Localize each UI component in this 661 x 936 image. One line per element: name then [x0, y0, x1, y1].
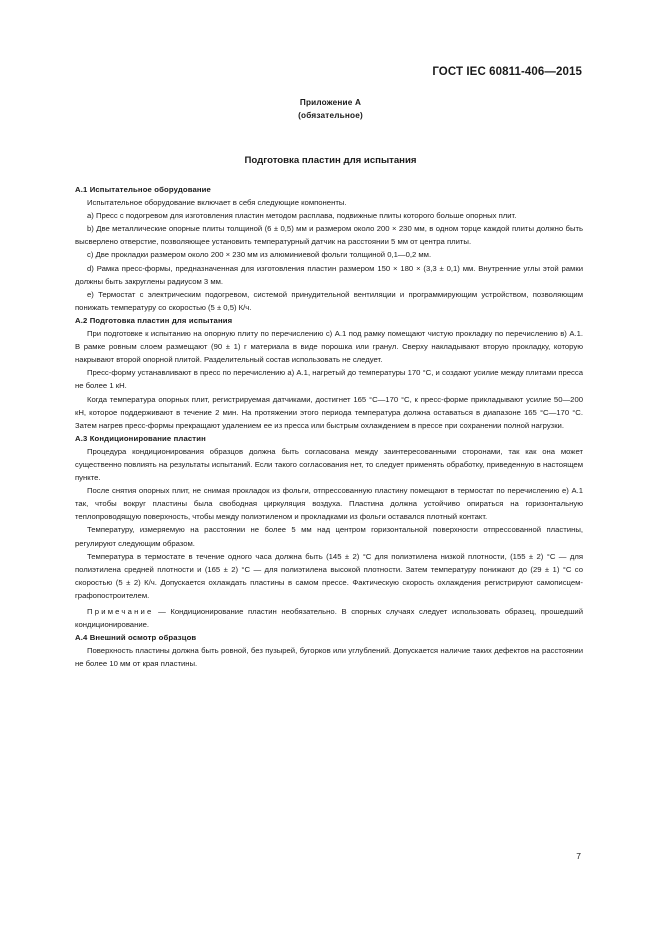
paragraph: Испытательное оборудование включает в себя следующие компоненты.: [87, 198, 347, 208]
paragraph: При подготовке к испытанию на опорную плиту по перечислению с) А.1 под рамку помещают чистую прокладку по перечислению в) А.1. В рамке ровным слоем размещают (90 ± 1) г материала в виде порошка или гранул. Сверху накладывают вторую прокладку, которую накрывают второй опорной плитой. Разделительный состав использовать не следует.: [75, 329, 583, 365]
page-title: Подготовка пластин для испытания: [244, 155, 417, 166]
paragraph: Поверхность пластины должна быть ровной, без пузырей, бугорков или углублений. Допускается наличие таких дефектов на расстоянии не более 10 мм от края пластины.: [75, 646, 583, 669]
note: [75, 605, 583, 631]
paragraph: а) Пресс с подогревом для изготовления пластин методом расплава, подвижные плиты которого больше опорных плит.: [87, 211, 517, 221]
page-number: 7: [576, 851, 581, 861]
section-heading-a2: А.2 Подготовка пластин для испытания: [75, 315, 233, 325]
paragraph: b) Две металлические опорные плиты толщиной (6 ± 0,5) мм и размером около 200 × 230 мм, в одном торце каждой плиты должно быть высверлено отверстие, позволяющее установить температурный датчик на расстоянии 5 мм от центра плиты.: [75, 224, 583, 247]
section-heading-a3: А.3 Кондиционирование пластин: [75, 433, 206, 443]
note-text: — Кондиционирование пластин необязательно. В спорных случаях следует использовать образец, прошедший кондиционирование.: [75, 607, 583, 630]
paragraph: Процедура кондиционирования образцов должна быть согласована между заинтересованными сторонами, так как она может существенно повлиять на результаты испытаний. Если такого согласования нет, то следует применять обработку, приведенную в настоящем пункте.: [75, 446, 583, 483]
paragraph: Пресс-форму устанавливают в пресс по перечислению а) А.1, нагретый до температуры 170 °С, и создают усилие между плитами пресса не более 1 кН.: [75, 368, 583, 391]
document-code: ГОСТ IEC 60811-406—2015: [432, 66, 582, 78]
paragraph: Температуру, измеряемую на расстоянии не более 5 мм над центром горизонтальной поверхности отпрессованной пластины, регулируют следующим образом.: [75, 525, 583, 548]
paragraph: е) Термостат с электрическим подогревом, системой принудительной вентиляции и программирующим устройством, позволяющим понижать температуру со скоростью (5 ± 0,5) К/ч.: [75, 289, 583, 312]
paragraph: Когда температура опорных плит, регистрируемая датчиками, достигнет 165 °С—170 °С, к пресс-форме прикладывают усилие 50—200 кН, которое поддерживают в течение 2 мин. На протяжении этого периода температура должна оставаться в диапазоне 165 °С—170 °С. Затем нагрев пресс-формы прекращают удалением ее из пресса или быстрым охлаждением в прессе при сохранении полной нагрузки.: [75, 394, 583, 430]
paragraph: После снятия опорных плит, не снимая прокладок из фольги, отпрессованную пластину помещают в термостат по перечислению е) А.1 так, чтобы вокруг пластины была свободная циркуляция воздуха. Пластина должна устойчиво опираться на горизонтальную теплопроводящую поверхность, чтобы между полиэтиленом и прокладками из фольги оставался плотный контакт.: [75, 486, 583, 522]
note-label: Примечание: [87, 607, 154, 616]
section-heading-a1: А.1 Испытательное оборудование: [75, 185, 211, 194]
paragraph: с) Две прокладки размером около 200 × 230 мм из алюминиевой фольги толщиной 0,1—0,2 мм.: [87, 250, 432, 260]
annex-status: (обязательное): [298, 111, 363, 120]
section-heading-a4: А.4 Внешний осмотр образцов: [75, 633, 197, 643]
paragraph: Температура в термостате в течение одного часа должна быть (145 ± 2) °С для полиэтилена низкой плотности, (155 ± 2) °С — для полиэтилена средней плотности и (165 ± 2) °С — для полиэтилена высокой плотности. Затем температуру понижают до (29 ± 1) °С со скоростью (5 ± 2) К/ч. Допускается охлаждать пластины в самом прессе. Фактическую скорость охлаждения регистрируют самописцем-графопостроителем.: [75, 551, 583, 600]
annex-heading: [0, 96, 661, 122]
document-body: [75, 183, 583, 670]
paragraph: d) Рамка пресс-формы, предназначенная для изготовления пластин размером 150 × 180 × (3,3 ± 0,1) мм. Внутренние углы этой рамки должны быть закруглены радиусом 3 мм.: [75, 263, 583, 286]
annex-title: Приложение А: [299, 98, 362, 107]
